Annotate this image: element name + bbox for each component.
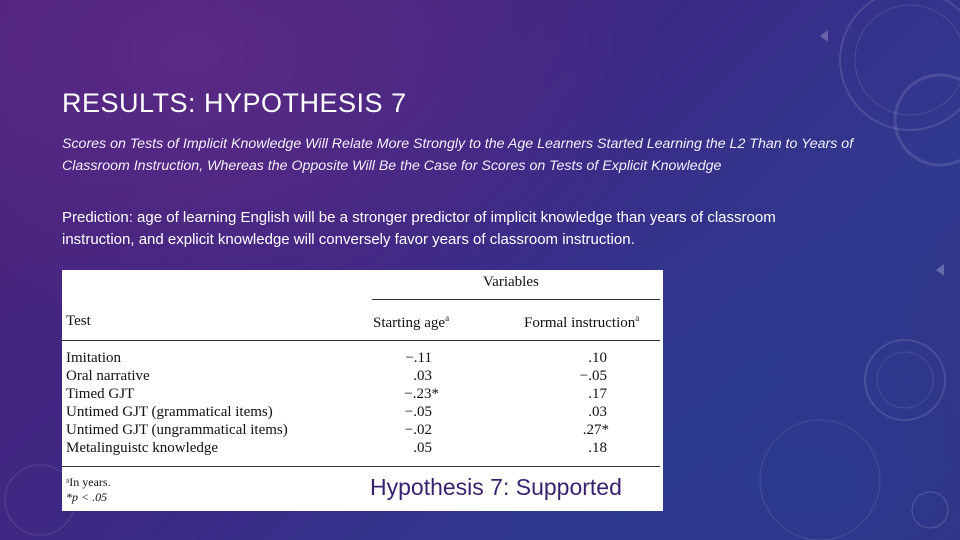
col-header-starting-age-label: Starting age xyxy=(373,315,446,331)
bottom-rule xyxy=(62,466,660,467)
row-test: Timed GJT xyxy=(66,386,135,402)
col-header-starting-age-note: a xyxy=(445,313,450,323)
columns-rule xyxy=(62,340,660,341)
verdict-label: Hypothesis 7: Supported xyxy=(370,474,622,500)
row-starting-age: .05 xyxy=(413,440,432,456)
hypothesis-text: Scores on Tests of Implicit Knowledge Will Relate More Strongly to the Age Learners Started Learning the L2 Than to Years of Classroom Instruction, Whereas the Opposite Will Be the Case for Scores on Tests of Explicit Knowledge xyxy=(62,136,854,174)
footnote-a: ᵃIn years. xyxy=(66,475,111,489)
header-rule xyxy=(372,299,660,300)
col-header-starting-age xyxy=(373,313,449,332)
row-formal-instruction: .27* xyxy=(582,422,609,438)
row-test: Imitation xyxy=(66,350,121,366)
prediction-text: Prediction: age of learning English will be a stronger predictor of implicit knowledge than years of classroom instruction, and explicit knowledge will conversely favor years of classroom instruction. xyxy=(62,209,776,248)
row-formal-instruction: .10 xyxy=(588,350,607,366)
row-test: Metalinguistc knowledge xyxy=(66,440,219,456)
row-formal-instruction: .18 xyxy=(588,440,607,456)
row-test: Untimed GJT (ungrammatical items) xyxy=(66,422,288,438)
col-header-formal-note: a xyxy=(635,313,640,323)
col-header-test: Test xyxy=(66,313,91,329)
row-starting-age: −.23* xyxy=(404,386,439,402)
col-header-formal-instruction xyxy=(524,313,639,332)
row-starting-age: −.11 xyxy=(405,350,432,366)
slide-title: RESULTS: HYPOTHESIS 7 xyxy=(62,88,407,118)
row-starting-age: −.05 xyxy=(404,404,432,420)
row-starting-age: .03 xyxy=(413,368,432,384)
col-header-formal-label: Formal instruction xyxy=(524,315,636,331)
row-test: Oral narrative xyxy=(66,368,150,384)
row-formal-instruction: .17 xyxy=(588,386,607,402)
row-formal-instruction: −.05 xyxy=(579,368,607,384)
row-formal-instruction: .03 xyxy=(588,404,607,420)
footnote-significance: *p < .05 xyxy=(66,490,108,504)
row-starting-age: −.02 xyxy=(404,422,432,438)
row-test: Untimed GJT (grammatical items) xyxy=(66,404,273,420)
variables-header: Variables xyxy=(483,274,539,290)
